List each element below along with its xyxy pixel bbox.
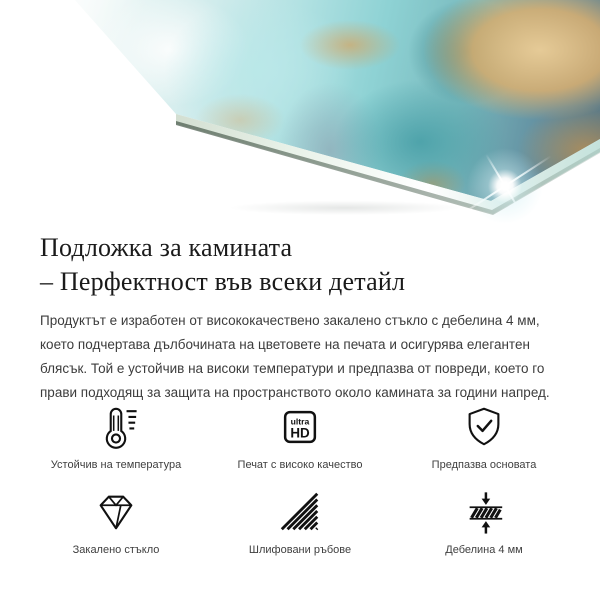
feature-label: Закалено стъкло: [72, 544, 160, 556]
polished-edges-icon: [277, 489, 323, 535]
hero-section: [0, 0, 600, 230]
svg-text:HD: HD: [290, 425, 310, 441]
feature-label: Печат с високо качество: [237, 459, 363, 471]
feature-label: Дебелина 4 мм: [445, 544, 523, 556]
thickness-icon: [461, 489, 507, 535]
feature-protects-base: [392, 402, 576, 471]
svg-text:ultra: ultra: [290, 416, 310, 427]
feature-label: Устойчив на температура: [50, 459, 182, 471]
feature-temperature-resistant: [24, 402, 208, 471]
feature-label: Предпазва основата: [431, 459, 537, 471]
feature-label: Шлифовани ръбове: [248, 544, 352, 556]
feature-thickness-4mm: [392, 487, 576, 556]
ultra-hd-icon: [277, 404, 323, 450]
feature-tempered-glass: [24, 487, 208, 556]
shield-check-icon: [461, 404, 507, 450]
page-title: [40, 231, 405, 299]
title-line-1: Подложка за камината: [40, 233, 293, 262]
title-line-2: – Перфектност във всеки детайл: [40, 267, 406, 296]
feature-high-quality-print: [208, 402, 392, 471]
product-description: Продуктът е изработен от висококачествено закалено стъкло с дебелина 4 мм, което подчертава дълбочината на цветовете на печата и осигурява елегантен блясък. Той е устойчив на високи температури и предпазва от повреди, което го прави подходящ за защита на пространството около камината за години напред.: [40, 313, 550, 400]
thermometer-icon: [93, 404, 139, 450]
feature-polished-edges: [208, 487, 392, 556]
features-grid: [24, 402, 576, 556]
diamond-icon: [93, 489, 139, 535]
